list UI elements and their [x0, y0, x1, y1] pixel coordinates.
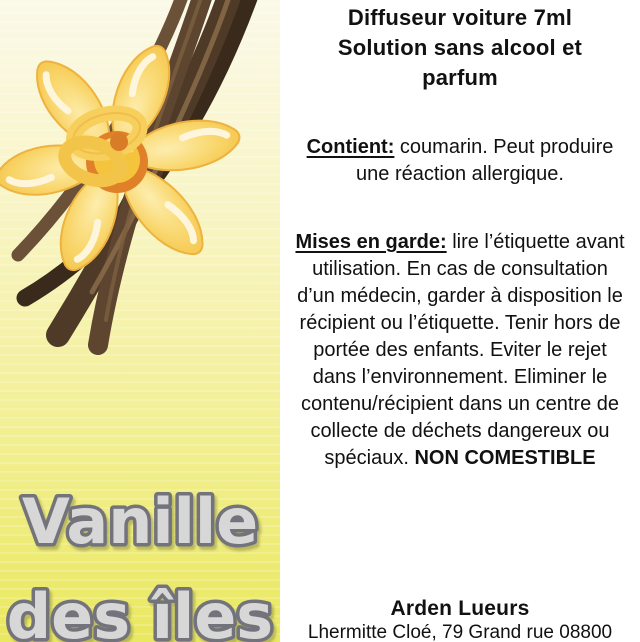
warnings-label: Mises en garde: — [295, 231, 447, 253]
vanilla-illustration-canvas — [0, 0, 280, 642]
right-info-panel — [280, 0, 640, 642]
product-title-line3: parfum — [422, 65, 498, 90]
ingredients-paragraph — [280, 134, 640, 188]
product-title-line1: Diffuseur voiture 7ml — [347, 5, 573, 30]
manufacturer-address: Lhermitte Cloé, 79 Grand rue 08800 — [307, 622, 613, 642]
product-name-line2: des îles — [6, 580, 274, 642]
left-label-panel — [0, 0, 280, 642]
ingredients-label: Contient: — [306, 136, 395, 158]
non-comestible-emphasis: NON COMESTIBLE — [414, 447, 596, 469]
product-title — [280, 3, 640, 93]
ingredients-text: coumarin. Peut produire une réaction allergique. — [356, 136, 614, 185]
product-title-line2: Solution sans alcool et — [337, 35, 583, 60]
warnings-paragraph — [280, 229, 640, 472]
product-name-line1: Vanille — [21, 485, 259, 558]
warnings-text: lire l’étiquette avant utilisation. En cas de consultation d’un médecin, garder à disposition le récipient ou l’étiquette. Tenir hors de portée des enfants. Eviter le rejet dans l’environnement. Eliminer le contenu/récipient dans un centre de collecte de déchets dangereux ou spéciaux. — [297, 231, 625, 469]
brand-name: Arden Lueurs — [390, 597, 530, 620]
